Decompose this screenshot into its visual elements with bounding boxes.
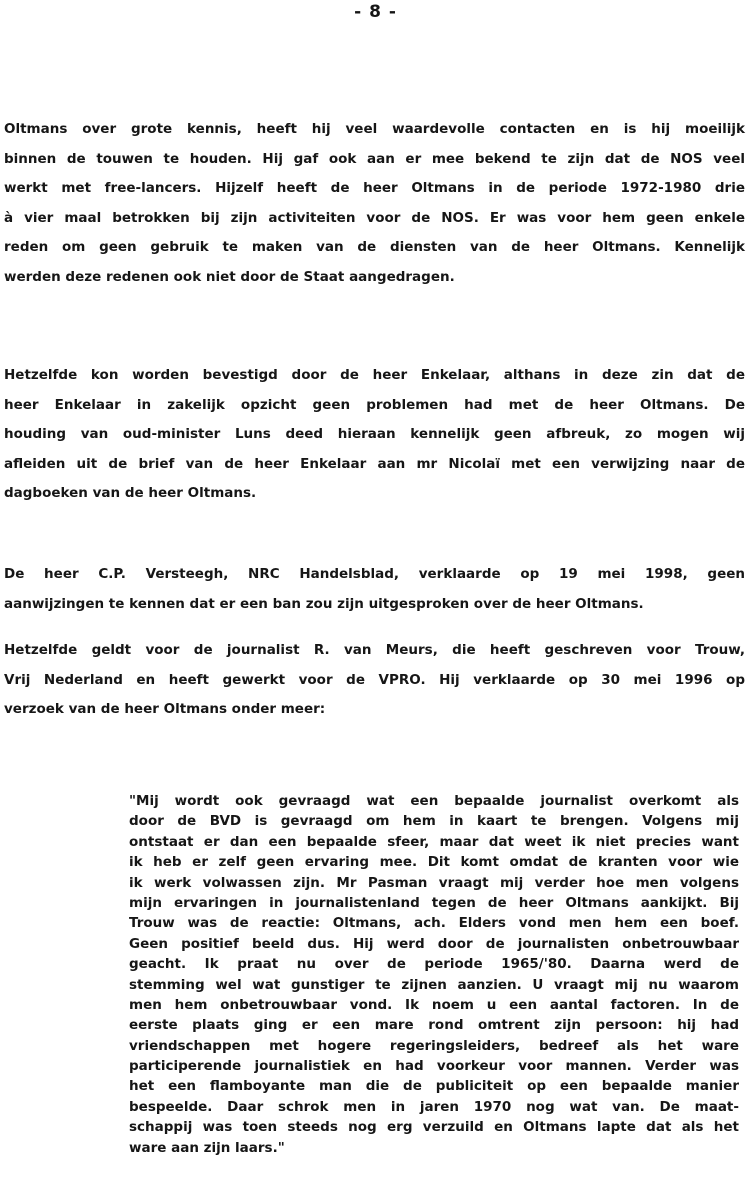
block-quote [129,791,739,1158]
quote-line: Trouw was de reactie: Oltmans, ach. Elders vond men hem een boef. [129,915,739,932]
quote-line: door de BVD is gevraagd om hem in kaart te brengen. Volgens mij [129,813,739,830]
text-line: à vier maal betrokken bij zijn activiteiten voor de NOS. Er was voor hem geen enkele [4,209,745,226]
quote-line: participerende journalistiek en had voorkeur voor mannen. Verder was [129,1058,739,1075]
quote-line: ik werk volwassen zijn. Mr Pasman vraagt mij verder hoe men volgens [129,874,739,891]
quote-line: eerste plaats ging er een mare rond omtrent zijn persoon: hij had [129,1017,739,1034]
text-line: reden om geen gebruik te maken van de diensten van de heer Oltmans. Kennelijk [4,239,745,255]
text-line: binnen de touwen te houden. Hij gaf ook aan er mee bekend te zijn dat de NOS veel [4,150,745,167]
quote-line: mijn ervaringen in journalistenland tegen de heer Oltmans aankijkt. Bij [129,894,739,911]
text-line: De heer C.P. Versteegh, NRC Handelsblad, verklaarde op 19 mei 1998, geen [4,566,745,582]
text-line: dagboeken van de heer Oltmans. [4,485,257,501]
quote-line: ware aan zijn laars." [129,1139,285,1156]
text-line: aanwijzingen te kennen dat er een ban zou zijn uitgesproken over de heer Oltmans. [4,595,644,612]
quote-line: geacht. Ik praat nu over de periode 1965/'80. Daarna werd de [129,956,739,973]
quote-line: ontstaat er dan een bepaalde sfeer, maar dat weet ik niet precies want [129,833,739,850]
quote-line: stemming wel wat gunstiger te zijnen aanzien. U vraagt mij nu waarom [129,976,739,993]
text-line: Oltmans over grote kennis, heeft hij veel waardevolle contacten en is hij moeilijk [4,121,745,137]
text-line: houding van oud-minister Luns deed hieraan kennelijk geen afbreuk, zo mogen wij [4,426,745,442]
quote-line: vriendschappen met hogere regeringsleiders, bedreef als het ware [129,1037,739,1054]
quote-line: "Mij wordt ook gevraagd wat een bepaalde journalist overkomt als [129,793,739,809]
quote-line: bespeelde. Daar schrok men in jaren 1970 nog wat van. De maat- [129,1098,739,1115]
paragraph-3 [4,560,745,619]
quote-line: Geen positief beeld dus. Hij werd door de journalisten onbetrouwbaar [129,935,739,952]
text-line: afleiden uit de brief van de heer Enkelaar aan mr Nicolaï met een verwijzing naar de [4,455,745,472]
text-line: Vrij Nederland en heeft gewerkt voor de VPRO. Hij verklaarde op 30 mei 1996 op [4,671,745,688]
paragraph-4 [4,636,745,725]
page-number: - 8 - [354,2,397,22]
paragraph-2 [4,361,745,509]
text-line: Hetzelfde geldt voor de journalist R. van Meurs, die heeft geschreven voor Trouw, [4,642,745,658]
text-line: Hetzelfde kon worden bevestigd door de heer Enkelaar, althans in deze zin dat de [4,367,745,383]
text-line: werkt met free-lancers. Hijzelf heeft de heer Oltmans in de periode 1972-1980 drie [4,180,745,196]
quote-line: ik heb er zelf geen ervaring mee. Dit komt omdat de kranten voor wie [129,854,739,871]
quote-line: men hem onbetrouwbaar vond. Ik noem u een aantal factoren. In de [129,996,739,1013]
text-line: heer Enkelaar in zakelijk opzicht geen problemen had met de heer Oltmans. De [4,396,745,413]
quote-line: schappij was toen steeds nog erg verzuild en Oltmans lapte dat als het [129,1119,739,1136]
text-line: verzoek van de heer Oltmans onder meer: [4,701,326,717]
paragraph-1 [4,115,745,292]
text-line: werden deze redenen ook niet door de Staat aangedragen. [4,268,455,285]
quote-line: het een flamboyante man die de publiciteit op een bepaalde manier [129,1078,739,1095]
